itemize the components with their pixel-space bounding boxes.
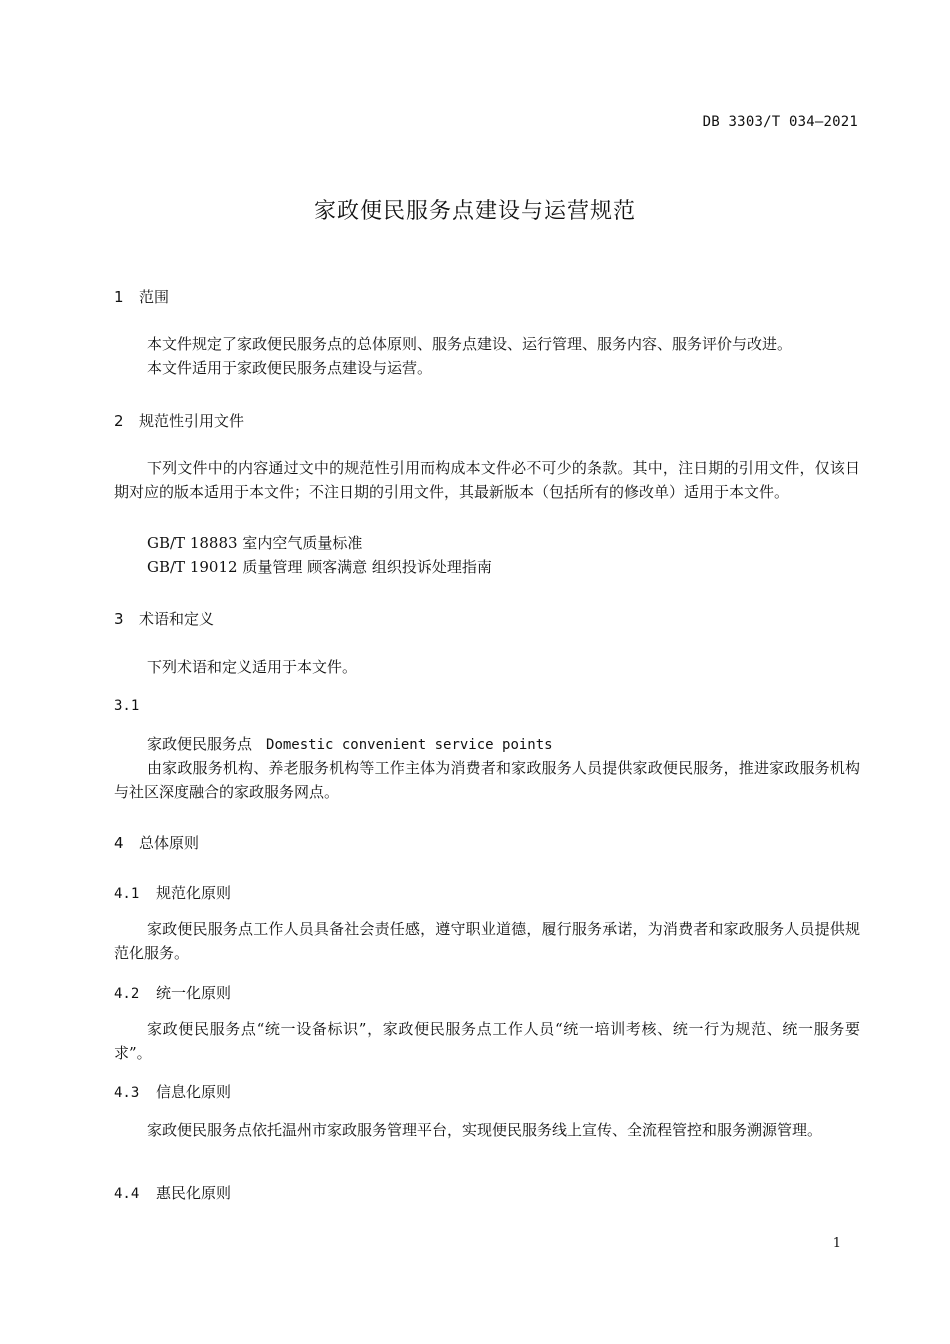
section-title: 规范性引用文件 — [139, 412, 245, 430]
reference-item: GB/T 18883 室内空气质量标准 — [147, 534, 363, 552]
subsection-number: 4.3 — [114, 1085, 140, 1101]
subsection-4-3-heading — [114, 1081, 231, 1102]
subsection-title: 规范化原则 — [156, 884, 232, 902]
term-number: 3.1 — [114, 698, 140, 714]
section-title: 范围 — [139, 288, 170, 306]
section-3-heading — [114, 608, 214, 629]
paragraph: 家政便民服务点工作人员具备社会责任感，遵守职业道德，履行服务承诺，为消费者和家政服务人员提供规范化服务。 — [114, 920, 860, 962]
subsection-number: 4.1 — [114, 886, 140, 902]
subsection-4-2-heading — [114, 982, 231, 1003]
page-number: 1 — [832, 1236, 841, 1251]
section-number: 3 — [114, 610, 124, 628]
paragraph: 家政便民服务点依托温州市家政服务管理平台，实现便民服务线上宣传、全流程管控和服务溯源管理。 — [147, 1121, 823, 1139]
term-entry — [147, 733, 553, 754]
paragraph: 下列术语和定义适用于本文件。 — [147, 658, 358, 676]
section-4-heading — [114, 832, 199, 853]
document-title: 家政便民服务点建设与运营规范 — [313, 199, 636, 224]
subsection-4-4-heading — [114, 1182, 231, 1203]
reference-item: GB/T 19012 质量管理 顾客满意 组织投诉处理指南 — [147, 558, 492, 576]
subsection-4-1-heading — [114, 882, 231, 903]
term-chinese: 家政便民服务点 — [147, 735, 253, 753]
document-code: DB 3303/T 034—2021 — [702, 114, 858, 130]
section-number: 2 — [114, 412, 124, 430]
subsection-title: 统一化原则 — [156, 984, 232, 1002]
subsection-title: 信息化原则 — [156, 1083, 232, 1101]
subsection-number: 4.4 — [114, 1186, 140, 1202]
section-2-heading — [114, 410, 244, 431]
subsection-number: 4.2 — [114, 986, 140, 1002]
paragraph: 家政便民服务点“统一设备标识”，家政便民服务点工作人员“统一培训考核、统一行为规范、统一服务要求”。 — [114, 1020, 860, 1062]
paragraph: 本文件规定了家政便民服务点的总体原则、服务点建设、运行管理、服务内容、服务评价与改进。 — [147, 335, 793, 353]
section-number: 1 — [114, 288, 124, 306]
subsection-title: 惠民化原则 — [156, 1184, 232, 1202]
section-title: 术语和定义 — [139, 610, 215, 628]
term-definition: 由家政服务机构、养老服务机构等工作主体为消费者和家政服务人员提供家政便民服务，推进家政服务机构与社区深度融合的家政服务网点。 — [114, 759, 860, 801]
paragraph: 下列文件中的内容通过文中的规范性引用而构成本文件必不可少的条款。其中，注日期的引用文件，仅该日期对应的版本适用于本文件；不注日期的引用文件，其最新版本（包括所有的修改单）适用于本文件。 — [114, 459, 860, 501]
paragraph: 本文件适用于家政便民服务点建设与运营。 — [147, 359, 433, 377]
section-1-heading — [114, 286, 169, 307]
term-english: Domestic convenient service points — [266, 737, 553, 753]
section-number: 4 — [114, 834, 124, 852]
section-title: 总体原则 — [139, 834, 200, 852]
